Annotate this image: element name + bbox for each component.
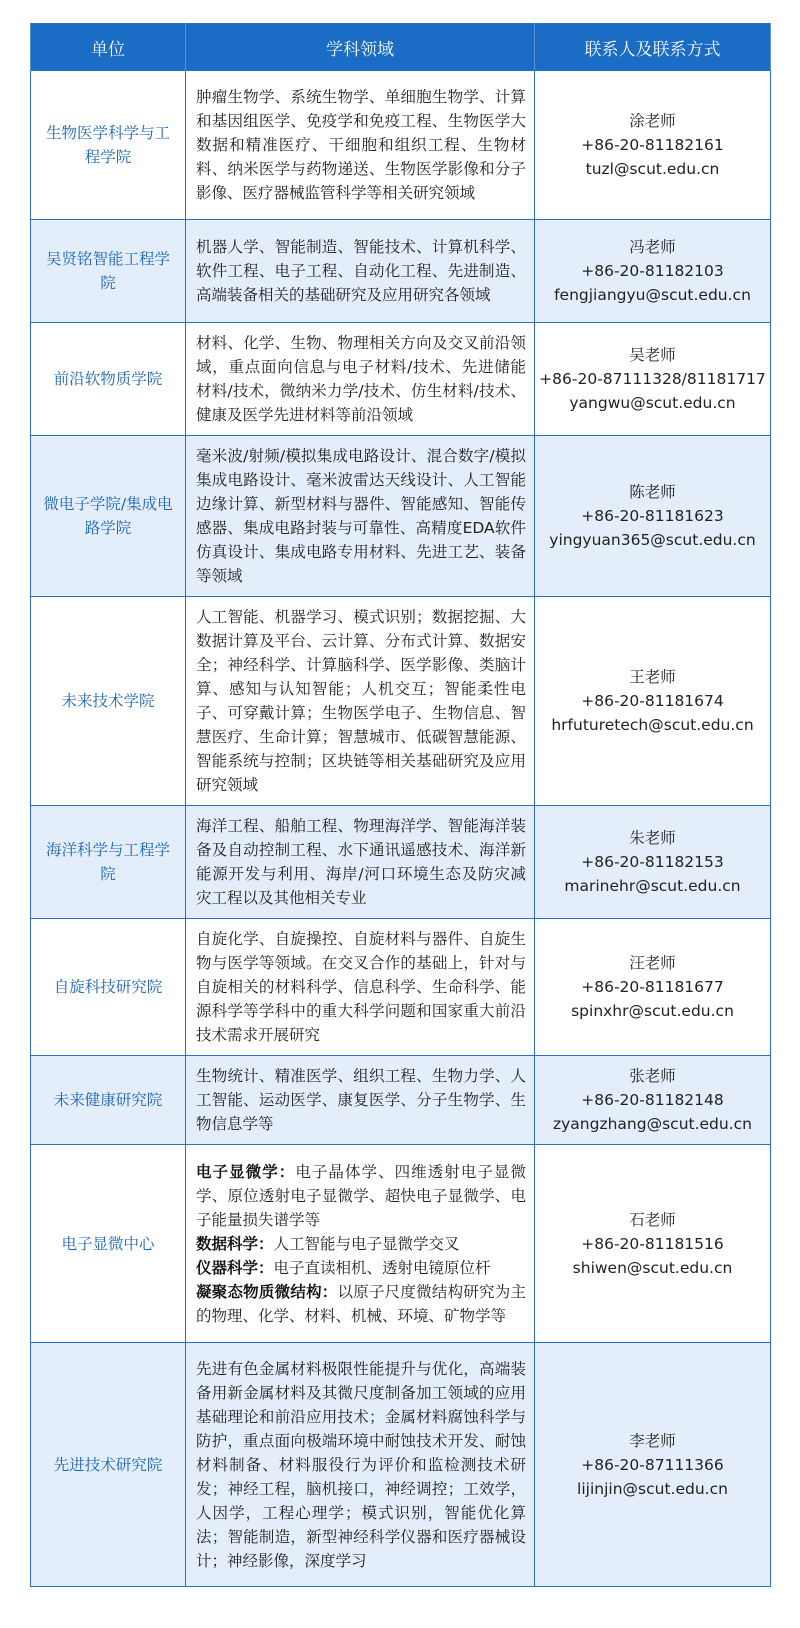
contact-cell: [535, 220, 771, 323]
contact-phone: +86-20-81181516: [581, 1234, 724, 1253]
contacts-table: [30, 23, 771, 1587]
contact-cell: [535, 919, 771, 1056]
contact-email: lijinjin@scut.edu.cn: [577, 1479, 728, 1498]
table-header-row: [31, 24, 771, 71]
header-field: 学科领域: [186, 24, 535, 71]
contact-name: 冯老师: [629, 238, 676, 256]
field-heading: 仪器科学：: [196, 1258, 274, 1277]
contact-phone: +86-20-87111366: [581, 1455, 724, 1474]
field-cell: 毫米波/射频/模拟集成电路设计、混合数字/模拟集成电路设计、毫米波雷达天线设计、人工智能边缘计算、新型材料与器件、智能感知、智能传感器、集成电路封装与可靠性、高精度EDA软件仿真设计、集成电路专用材料、先进工艺、装备等领域: [186, 436, 535, 597]
unit-cell: 自旋科技研究院: [31, 919, 186, 1056]
contact-email: marinehr@scut.edu.cn: [564, 877, 741, 895]
field-cell: 人工智能、机器学习、模式识别；数据挖掘、大数据计算及平台、云计算、分布式计算、数据安全；神经科学、计算脑科学、医学影像、类脑计算、感知与认知智能；人机交互；智能柔性电子、可穿戴计算；生物医学电子、生物信息、智慧医疗、生命计算；智慧城市、低碳智慧能源、智能系统与控制；区块链等相关基础研究及应用研究领域: [186, 597, 535, 806]
contact-email: hrfuturetech@scut.edu.cn: [551, 716, 754, 734]
contact-cell: [535, 323, 771, 436]
contact-name: 李老师: [629, 1431, 676, 1450]
contact-name: 陈老师: [629, 483, 676, 501]
unit-cell: 微电子学院/集成电路学院: [31, 436, 186, 597]
contact-name: 张老师: [629, 1067, 676, 1085]
table-row: [31, 436, 771, 597]
field-heading: 数据科学：: [196, 1234, 274, 1253]
contact-phone: +86-20-81181623: [581, 507, 724, 525]
contact-email: yingyuan365@scut.edu.cn: [549, 531, 756, 549]
field-cell: 材料、化学、生物、物理相关方向及交叉前沿领域，重点面向信息与电子材料/技术、先进储能材料/技术，微纳米力学/技术、仿生材料/技术、健康及医学先进材料等前沿领域: [186, 323, 535, 436]
contact-email: zyangzhang@scut.edu.cn: [553, 1115, 752, 1133]
table-row: [31, 323, 771, 436]
field-text: 人工智能与电子显微学交叉: [273, 1234, 460, 1253]
table-row: [31, 919, 771, 1056]
header-unit: 单位: [31, 24, 186, 71]
contact-cell: [535, 597, 771, 806]
contact-phone: +86-20-81181674: [581, 692, 724, 710]
field-cell: 生物统计、精准医学、组织工程、生物力学、人工智能、运动医学、康复医学、分子生物学、生物信息学等: [186, 1056, 535, 1145]
unit-cell: 海洋科学与工程学院: [31, 806, 186, 919]
field-cell: 自旋化学、自旋操控、自旋材料与器件、自旋生物与医学等领域。在交叉合作的基础上，针对与自旋相关的材料科学、信息科学、生命科学、能源科学等学科中的重大科学问题和国家重大前沿技术需求开展研究: [186, 919, 535, 1056]
field-text: 以原子尺度微结构研究为主的物理、化学、材料、机械、环境、矿物学等: [196, 1282, 526, 1325]
contact-email: shiwen@scut.edu.cn: [572, 1258, 733, 1277]
contact-name: 涂老师: [629, 112, 676, 130]
contact-name: 石老师: [629, 1210, 676, 1229]
unit-cell: 未来技术学院: [31, 597, 186, 806]
contact-email: spinxhr@scut.edu.cn: [571, 1002, 734, 1020]
field-heading: 电子显微学：: [196, 1162, 296, 1181]
unit-cell: 电子显微中心: [31, 1145, 186, 1343]
unit-cell: 未来健康研究院: [31, 1056, 186, 1145]
field-text: 电子晶体学、四维透射电子显微学、原位透射电子显微学、超快电子显微学、电子能量损失谱学等: [196, 1162, 526, 1229]
field-cell: 机器人学、智能制造、智能技术、计算机科学、软件工程、电子工程、自动化工程、先进制造、高端装备相关的基础研究及应用研究各领域: [186, 220, 535, 323]
contact-cell: [535, 71, 771, 220]
table-row: [31, 1145, 771, 1343]
header-contact: 联系人及联系方式: [535, 24, 771, 71]
field-cell: 肿瘤生物学、系统生物学、单细胞生物学、计算和基因组医学、免疫学和免疫工程、生物医学大数据和精准医疗、干细胞和组织工程、生物材料、纳米医学与药物递送、生物医学影像和分子影像、医疗器械监管科学等相关研究领域: [186, 71, 535, 220]
contact-name: 王老师: [629, 668, 676, 686]
table-row: [31, 806, 771, 919]
unit-cell: 前沿软物质学院: [31, 323, 186, 436]
contact-phone: +86-20-81181677: [581, 978, 724, 996]
table-row: [31, 597, 771, 806]
unit-cell: 先进技术研究院: [31, 1343, 186, 1587]
contact-phone: +86-20-81182103: [581, 262, 724, 280]
field-cell: 海洋工程、船舶工程、物理海洋学、智能海洋装备及自动控制工程、水下通讯遥感技术、海洋新能源开发与利用、海岸/河口环境生态及防灾减灾工程以及其他相关专业: [186, 806, 535, 919]
contact-cell: [535, 806, 771, 919]
table-row: [31, 1056, 771, 1145]
contact-email: fengjiangyu@scut.edu.cn: [554, 286, 751, 304]
field-cell: 先进有色金属材料极限性能提升与优化，高端装备用新金属材料及其微尺度制备加工领域的应用基础理论和前沿应用技术；金属材料腐蚀科学与防护，重点面向极端环境中耐蚀技术开发、耐蚀材料制备、材料服役行为评价和监检测技术研发；神经工程，脑机接口，神经调控；工效学，人因学，工程心理学；模式识别，智能优化算法；智能制造，新型神经科学仪器和医疗器械设计；神经影像，深度学习: [186, 1343, 535, 1587]
contact-cell: [535, 436, 771, 597]
contact-email: yangwu@scut.edu.cn: [569, 394, 736, 412]
contact-name: 汪老师: [629, 954, 676, 972]
contact-phone: +86-20-81182148: [581, 1091, 724, 1109]
contact-cell: [535, 1343, 771, 1587]
field-cell: [186, 1145, 535, 1343]
contact-phone: +86-20-87111328/81181717: [539, 370, 766, 388]
table-row: [31, 71, 771, 220]
contact-email: tuzl@scut.edu.cn: [585, 160, 720, 178]
table-row: [31, 1343, 771, 1587]
field-text: 电子直读相机、透射电镜原位杆: [273, 1258, 491, 1277]
unit-cell: 吴贤铭智能工程学院: [31, 220, 186, 323]
contact-cell: [535, 1056, 771, 1145]
table-row: [31, 220, 771, 323]
contact-name: 朱老师: [629, 829, 676, 847]
contact-phone: +86-20-81182161: [581, 136, 724, 154]
contact-phone: +86-20-81182153: [581, 853, 724, 871]
field-heading: 凝聚态物质微结构：: [196, 1282, 338, 1301]
contact-name: 吴老师: [629, 346, 676, 364]
contact-cell: [535, 1145, 771, 1343]
unit-cell: 生物医学科学与工程学院: [31, 71, 186, 220]
